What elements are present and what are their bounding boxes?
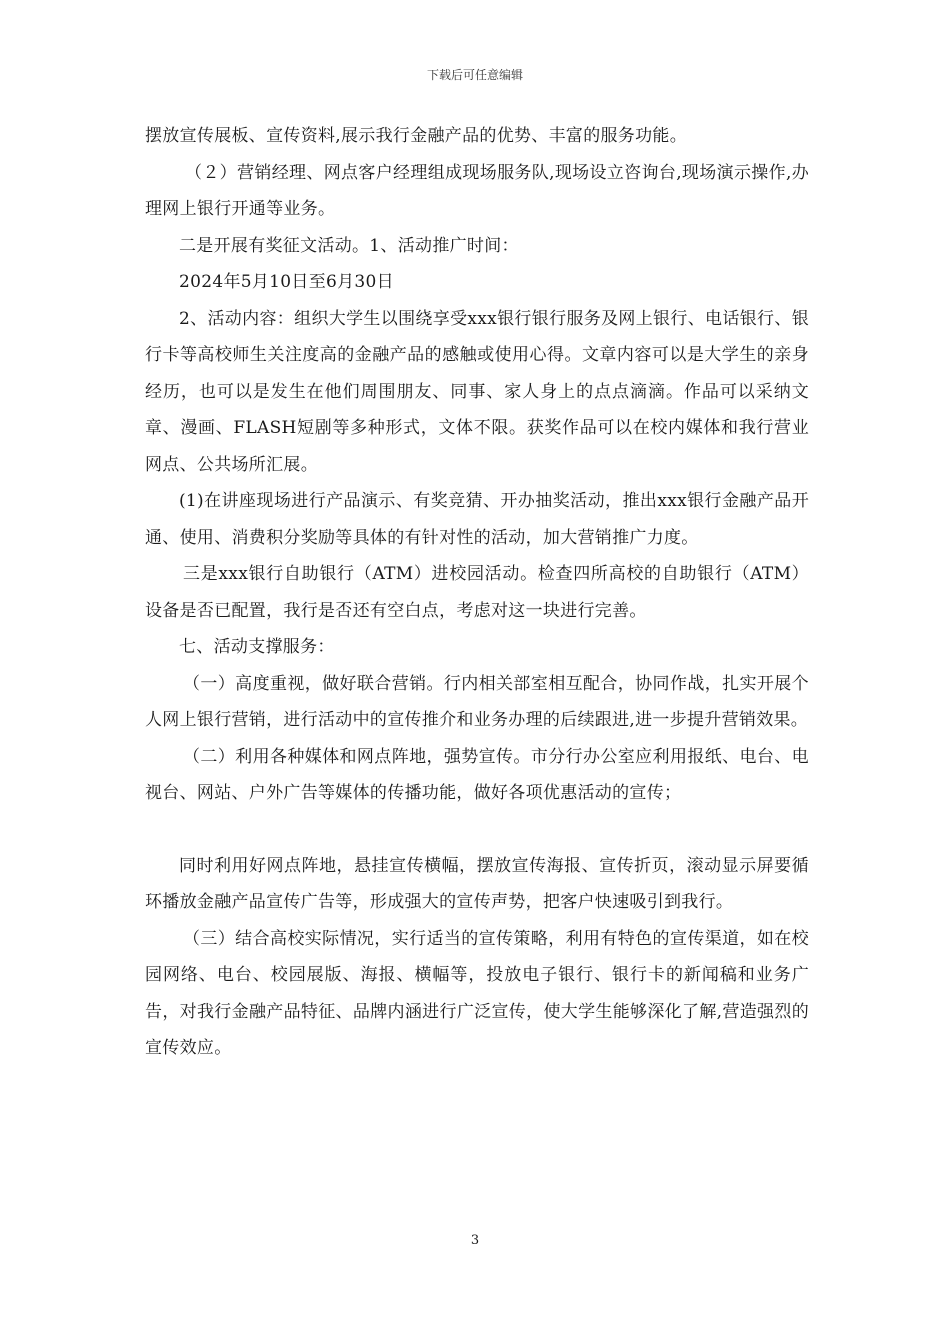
paragraph-activity-content: 2、活动内容：组织大学生以围绕享受xxx银行银行服务及网上银行、电话银行、银行卡等高校师生关注度高的金融产品的感触或使用心得。文章内容可以是大学生的亲身经历，也可以是发生在他们周围朋友、同事、家人身上的点点滴滴。作品可以采纳文章、漫画、FLASH短剧等多种形式，文体不限。获奖作品可以在校内媒体和我行营业网点、公共场所汇展。 [145, 308, 809, 475]
page-header-note: 下载后可任意编辑 [426, 68, 523, 82]
section-heading-support: 七、活动支撑服务： [179, 637, 335, 657]
paragraph-display-materials: 摆放宣传展板、宣传资料,展示我行金融产品的优势、丰富的服务功能。 [145, 126, 688, 146]
paragraph-atm-campus: 三是xxx银行自助银行（ATM）进校园活动。检查四所高校的自助银行（ATM）设备是否已配置，我行是否还有空白点，考虑对这一块进行完善。 [145, 564, 809, 621]
paragraph-date-range: 2024年5月10日至6月30日 [179, 272, 394, 292]
paragraph-essay-contest: 二是开展有奖征文活动。1、活动推广时间： [179, 235, 519, 256]
paragraph-joint-marketing: （一）高度重视，做好联合营销。行内相关部室相互配合，协同作战，扎实开展个人网上银行营销，进行活动中的宣传推介和业务办理的后续跟进,进一步提升营销效果。 [145, 673, 809, 730]
paragraph-service-team: （２）营销经理、网点客户经理组成现场服务队,现场设立咨询台,现场演示操作,办理网上银行开通等业务。 [145, 162, 809, 219]
document-body [145, 118, 809, 1067]
paragraph-lecture-demo: (1)在讲座现场进行产品演示、有奖竞猜、开办抽奖活动，推出xxx银行金融产品开通、使用、消费积分奖励等具体的有针对性的活动，加大营销推广力度。 [145, 491, 809, 548]
paragraph-media-promotion: （二）利用各种媒体和网点阵地，强势宣传。市分行办公室应利用报纸、电台、电视台、网站、户外广告等媒体的传播功能，做好各项优惠活动的宣传； [145, 746, 809, 803]
paragraph-gap [145, 812, 809, 848]
paragraph-campus-strategy: （三）结合高校实际情况，实行适当的宣传策略，利用有特色的宣传渠道，如在校园网络、电台、校园展版、海报、横幅等，投放电子银行、银行卡的新闻稿和业务广告，对我行金融产品特征、品牌内涵进行广泛宣传，使大学生能够深化了解,营造强烈的宣传效应。 [145, 928, 809, 1058]
paragraph-branch-promotion: 同时利用好网点阵地，悬挂宣传横幅，摆放宣传海报、宣传折页，滚动显示屏要循环播放金融产品宣传广告等，形成强大的宣传声势，把客户快速吸引到我行。 [145, 855, 809, 912]
page-number: 3 [470, 1233, 480, 1248]
